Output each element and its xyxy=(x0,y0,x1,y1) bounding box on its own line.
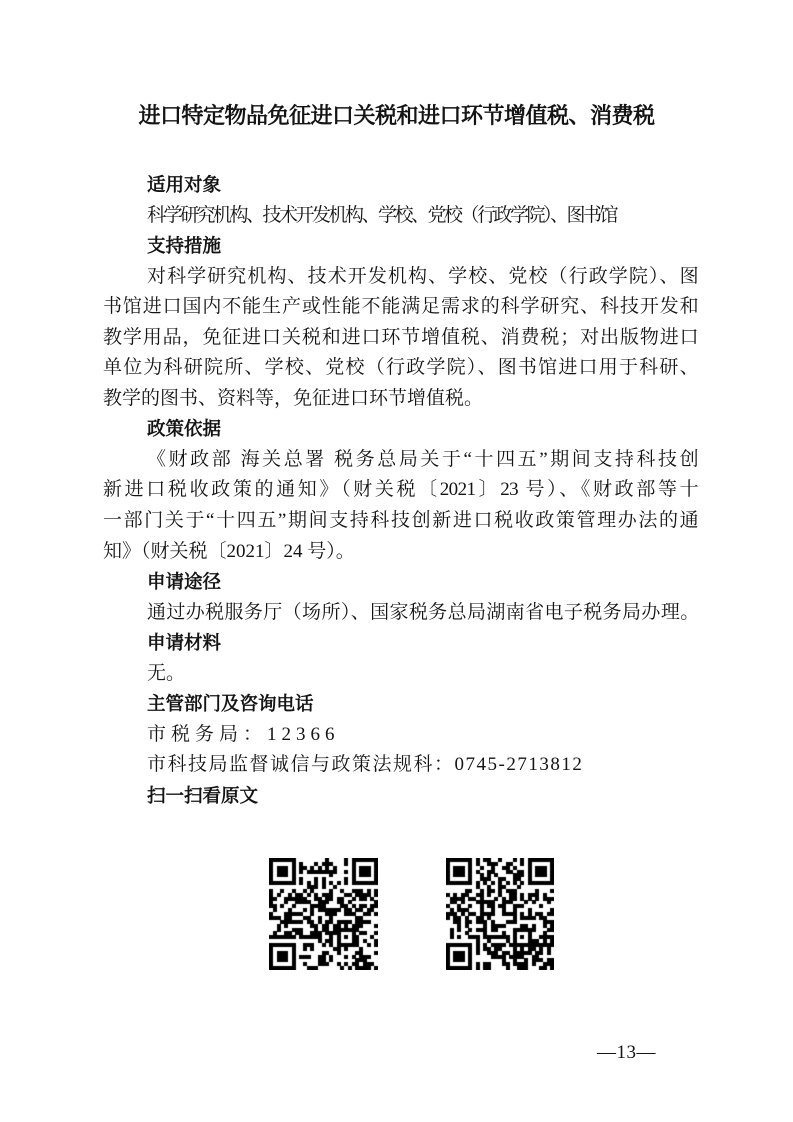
heading-contact-department: 主管部门及咨询电话 xyxy=(147,693,314,715)
applicable-targets-text: 科学研究机构、技术开发机构、学校、党校（行政学院）、图书馆 xyxy=(147,204,617,226)
page-number: —13— xyxy=(597,1042,656,1063)
contact-tax-bureau-text: 市税务局：12366 xyxy=(147,723,340,745)
policy-basis-line-3: 一部门关于“十四五”期间支持科技创新进口税收政策管理办法的通 xyxy=(103,510,698,532)
support-measures-line-2: 书馆进口国内不能生产或性能不能满足需求的科学研究、科技开发和 xyxy=(103,296,698,318)
heading-applicable-targets: 适用对象 xyxy=(147,174,222,195)
policy-basis-line-1: 《财政部 海关总署 税务总局关于“十四五”期间支持科技创 xyxy=(147,448,698,470)
heading-policy-basis: 政策依据 xyxy=(147,418,222,440)
heading-application-materials: 申请材料 xyxy=(147,632,222,654)
application-materials-text: 无。 xyxy=(147,662,186,684)
contact-science-bureau-text: 市科技局监督诚信与政策法规科：0745-2713812 xyxy=(147,754,584,776)
document-title: 进口特定物品免征进口关税和进口环节增值税、消费税 xyxy=(138,103,655,128)
heading-application-channel: 申请途径 xyxy=(147,571,222,593)
qr-code-right xyxy=(446,858,554,970)
support-measures-line-1: 对科学研究机构、技术开发机构、学校、党校（行政学院）、图 xyxy=(147,265,698,287)
support-measures-line-4: 单位为科研院所、学校、党校（行政学院）、图书馆进口用于科研、 xyxy=(103,357,698,379)
policy-basis-line-2: 新进口税收政策的通知》（财关税〔2021〕23 号）、《财政部等十 xyxy=(103,479,698,501)
document-body xyxy=(103,170,698,811)
heading-support-measures: 支持措施 xyxy=(147,235,222,257)
application-channel-text: 通过办税服务厅（场所）、国家税务总局湖南省电子税务局办理。 xyxy=(147,601,698,623)
policy-basis-line-4: 知》（财关税〔2021〕24 号）。 xyxy=(103,540,355,562)
support-measures-line-5: 教学的图书、资料等，免征进口环节增值税。 xyxy=(103,387,484,409)
qr-code-left xyxy=(269,858,378,970)
heading-scan-original: 扫一扫看原文 xyxy=(147,784,259,806)
support-measures-line-3: 教学用品，免征进口关税和进口环节增值税、消费税；对出版物进口 xyxy=(103,326,698,348)
